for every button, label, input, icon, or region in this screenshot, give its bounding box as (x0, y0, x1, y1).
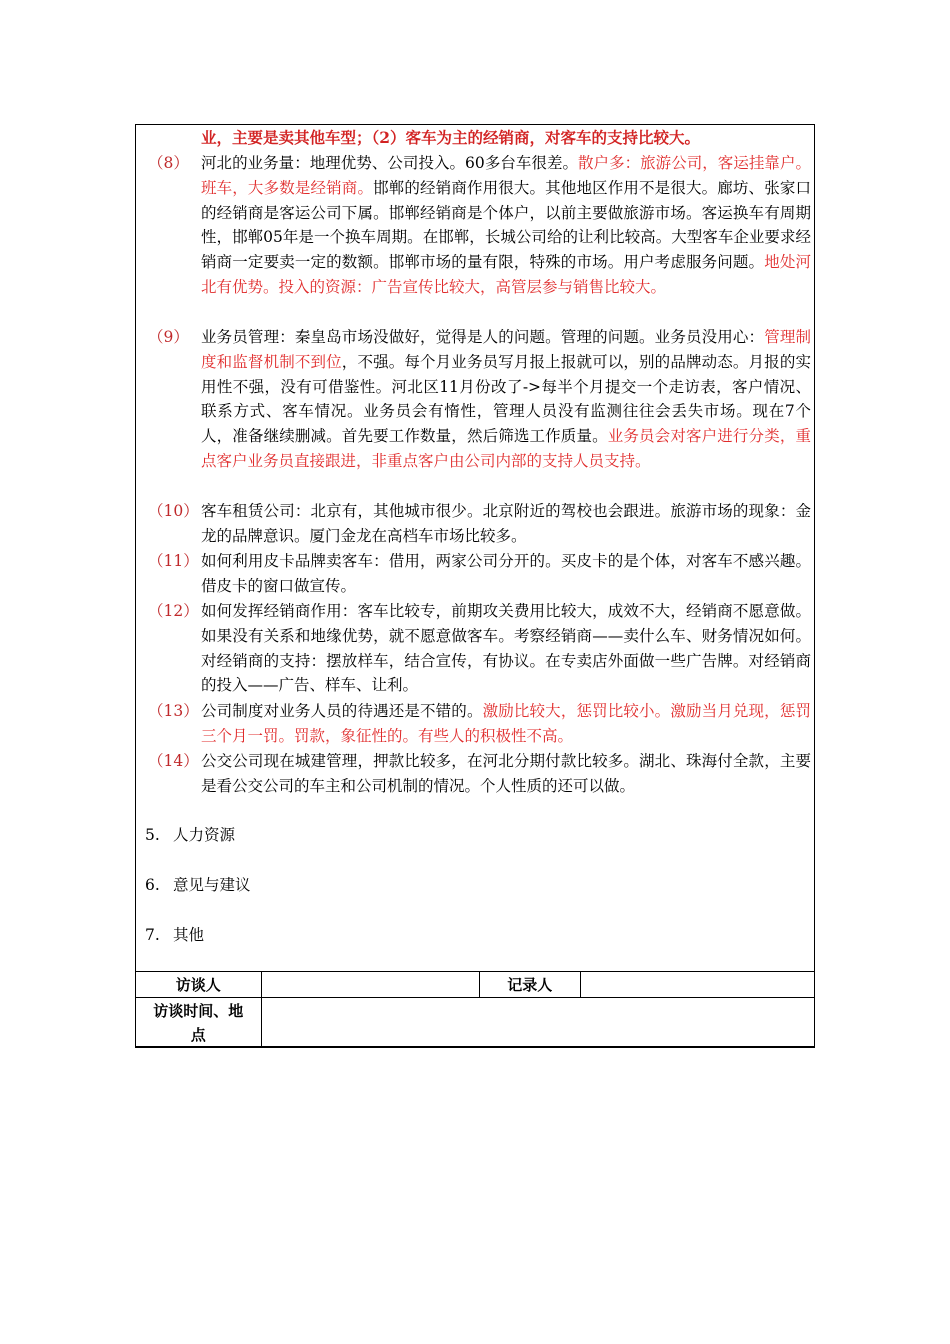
text-segment: 公交公司现在城建管理，押款比较多，在河北分期付款比较多。湖北、珠海付全款，主要是看公交公司的车主和公司机制的情况。个人性质的还可以做。 (201, 752, 811, 795)
item-text (201, 549, 811, 599)
text-segment: 公司制度对业务人员的待遇还是不错的。 (201, 702, 483, 720)
time-place-label-line2: 点 (190, 1025, 206, 1044)
recorder-field[interactable] (581, 972, 815, 998)
interviewer-field[interactable] (261, 972, 479, 998)
item-number: （9） (148, 328, 189, 346)
highlight-segment: 管理制度和监督机制不到位 (201, 328, 811, 371)
highlight-segment: 散户多：旅游公司，客运挂靠户。班车，大多数是经销商。 (201, 154, 811, 197)
item-text (201, 699, 811, 749)
text-segment: 邯郸的经销商作用很大。其他地区作用不是很大。廊坊、张家口的经销商是客运公司下属。邯郸经销商是个体户，以前主要做旅游市场。客运换车有周期性，邯郸05年是一个换车周期。在邯郸，长城公司给的让利比较高。大型客车企业要求经销商一定要卖一定的数额。邯郸市场的量有限，特殊的市场。用户考虑服务问题。 (201, 178, 811, 272)
section-number: 7. (145, 926, 160, 944)
text-segment: 客车租赁公司：北京有，其他城市很少。北京附近的驾校也会跟进。旅游市场的现象：金龙的品牌意识。厦门金龙在高档车市场比较多。 (201, 502, 811, 545)
recorder-label: 记录人 (479, 972, 581, 998)
item-number: （11） (148, 552, 199, 570)
item-text (201, 325, 811, 474)
item-number: （14） (148, 752, 199, 770)
section-number: 6. (145, 876, 160, 894)
text-segment: 河北的业务量：地理优势、公司投入。60多台车很差。 (201, 154, 579, 172)
item-text (201, 599, 811, 698)
highlight-segment: 业务员会对客户进行分类，重点客户业务员直接跟进，非重点客户由公司内部的支持人员支持。 (201, 427, 811, 470)
item-text (201, 749, 811, 799)
section-title: 其他 (173, 926, 205, 944)
interviewer-label: 访谈人 (136, 972, 262, 998)
section-title: 人力资源 (173, 826, 236, 844)
section-number: 5. (145, 826, 160, 844)
time-place-label-line1: 访谈时间、地 (153, 1001, 244, 1020)
document-frame (135, 124, 815, 1047)
item-text (201, 151, 811, 300)
section-opinions (145, 873, 251, 897)
time-place-label (136, 998, 262, 1048)
section-human-resources (145, 823, 235, 847)
highlight-segment: 激励比较大，惩罚比较小。激励当月兑现，惩罚三个月一罚。罚款，象征性的。有些人的积极性不高。 (201, 702, 811, 745)
item-number: （13） (148, 702, 199, 720)
table-row (136, 972, 815, 998)
text-segment: 如何利用皮卡品牌卖客车：借用，两家公司分开的。买皮卡的是个体，对客车不感兴趣。借皮卡的窗口做宣传。 (201, 552, 811, 595)
item-number: （12） (148, 602, 199, 620)
text-segment: 如何发挥经销商作用：客车比较专，前期攻关费用比较大，成效不大，经销商不愿意做。如果没有关系和地缘优势，就不愿意做客车。考察经销商——卖什么车、财务情况如何。对经销商的支持：摆放样车，结合宣传，有协议。在专卖店外面做一些广告牌。对经销商的投入——广告、样车、让利。 (201, 602, 811, 695)
time-place-field[interactable] (261, 998, 814, 1048)
text-segment: 业务员管理：秦皇岛市场没做好，觉得是人的问题。管理的问题。业务员没用心： (201, 328, 765, 346)
section-other (145, 923, 204, 947)
item-text (201, 499, 811, 549)
signature-table (135, 971, 815, 1048)
highlight-segment: 地处河北有优势。投入的资源：广告宣传比较大，高管层参与销售比较大。 (201, 253, 811, 296)
item-number: （8） (148, 154, 189, 172)
item-number: （10） (148, 502, 199, 520)
text-segment: ，不强。每个月业务员写月报上报就可以，别的品牌动态。月报的实用性不强，没有可借鉴性。河北区11月份改了->每半个月提交一个走访表，客户情况、联系方式、客车情况。业务员会有惰性，管理人员没有监测往往会丢失市场。现在7个人，准备继续删减。首先要工作数量，然后筛选工作质量。 (201, 352, 811, 446)
table-row (136, 998, 815, 1048)
continuation-text: 业，主要是卖其他车型；（2）客车为主的经销商，对客车的支持比较大。 (201, 128, 701, 147)
section-title: 意见与建议 (173, 876, 251, 894)
